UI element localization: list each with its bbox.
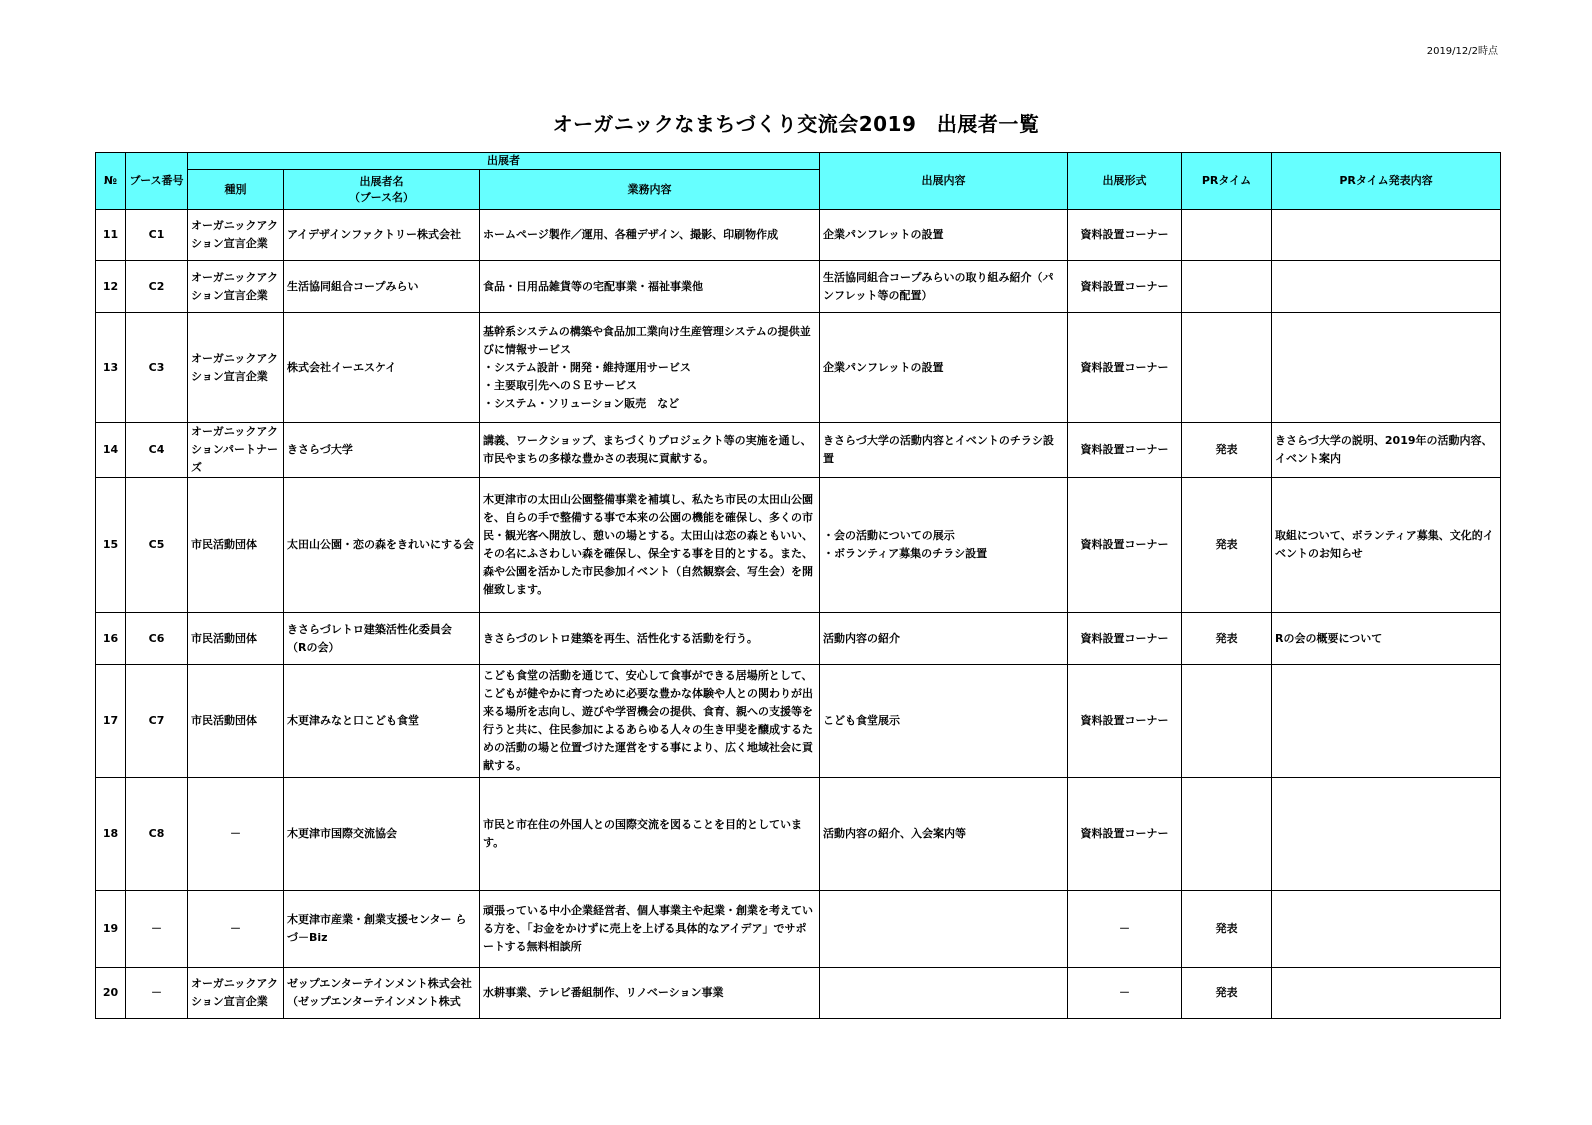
cell-pr-time	[1182, 313, 1272, 423]
cell-format: 資料設置コーナー	[1068, 313, 1182, 423]
cell-business: 基幹系システムの構築や食品加工業向け生産管理システムの提供並びに情報サービス ・システム設計・開発・維持運用サービス ・主要取引先へのＳＥサービス ・システム・ソリューション販売 など	[480, 313, 820, 423]
cell-business: 木更津市の太田山公園整備事業を補填し、私たち市民の太田山公園を、自らの手で整備する事で本来の公園の機能を確保し、多くの市民・観光客へ開放し、憩いの場とする。太田山は恋の森ともいい、その名にふさわしい森を確保し、保全する事を目的とする。また、森や公園を活かした市民参加イベント（自然観察会、写生会）を開催致します。	[480, 478, 820, 613]
table-row	[96, 778, 1501, 891]
header-business: 業務内容	[480, 170, 820, 210]
as-of-date: 2019/12/2時点	[1426, 46, 1498, 57]
table-row	[96, 478, 1501, 613]
cell-no: 14	[96, 423, 126, 478]
cell-exhibitor-name: 木更津市国際交流協会	[284, 778, 480, 891]
exhibitor-table	[95, 152, 1501, 1019]
cell-type: オーガニックアクション宣言企業	[188, 210, 284, 261]
cell-no: 18	[96, 778, 126, 891]
cell-booth-no: C7	[126, 665, 188, 778]
header-pr-time: PRタイム	[1182, 153, 1272, 210]
cell-booth-no: C4	[126, 423, 188, 478]
cell-content: ・会の活動についての展示 ・ボランティア募集のチラシ設置	[820, 478, 1068, 613]
cell-type: オーガニックアクション宣言企業	[188, 261, 284, 313]
cell-booth-no: －	[126, 968, 188, 1019]
cell-pr-content: 取組について、ボランティア募集、文化的イベントのお知らせ	[1272, 478, 1501, 613]
cell-exhibitor-name: ゼップエンターテインメント株式会社 （ゼップエンターテインメント株式	[284, 968, 480, 1019]
cell-content: 生活協同組合コープみらいの取り組み紹介（パンフレット等の配置）	[820, 261, 1068, 313]
cell-content: 企業パンフレットの設置	[820, 313, 1068, 423]
cell-exhibitor-name: 木更津市産業・創業支援センター らづ－Biz	[284, 891, 480, 968]
cell-pr-content	[1272, 210, 1501, 261]
table-row	[96, 665, 1501, 778]
cell-pr-content	[1272, 778, 1501, 891]
table-row	[96, 613, 1501, 665]
header-name: 出展者名 （ブース名）	[284, 170, 480, 210]
header-booth-no: ブース番号	[126, 153, 188, 210]
cell-booth-no: C2	[126, 261, 188, 313]
cell-content	[820, 891, 1068, 968]
cell-content	[820, 968, 1068, 1019]
cell-exhibitor-name: 生活協同組合コープみらい	[284, 261, 480, 313]
cell-business: 市民と市在住の外国人との国際交流を図ることを目的としています。	[480, 778, 820, 891]
cell-pr-time: 発表	[1182, 891, 1272, 968]
cell-content: 活動内容の紹介、入会案内等	[820, 778, 1068, 891]
table-row	[96, 891, 1501, 968]
table-row	[96, 313, 1501, 423]
cell-pr-time	[1182, 665, 1272, 778]
cell-type: オーガニックアクション宣言企業	[188, 313, 284, 423]
cell-no: 15	[96, 478, 126, 613]
header-no: №	[96, 153, 126, 210]
cell-format: －	[1068, 968, 1182, 1019]
cell-content: きさらづ大学の活動内容とイベントのチラシ設置	[820, 423, 1068, 478]
table-row	[96, 968, 1501, 1019]
cell-no: 19	[96, 891, 126, 968]
cell-type: オーガニックアクション宣言企業	[188, 968, 284, 1019]
cell-pr-content	[1272, 313, 1501, 423]
cell-type: －	[188, 778, 284, 891]
cell-content: 企業パンフレットの設置	[820, 210, 1068, 261]
cell-type: オーガニックアクションパートナーズ	[188, 423, 284, 478]
cell-business: きさらづのレトロ建築を再生、活性化する活動を行う。	[480, 613, 820, 665]
cell-format: 資料設置コーナー	[1068, 478, 1182, 613]
cell-pr-content: Rの会の概要について	[1272, 613, 1501, 665]
cell-format: 資料設置コーナー	[1068, 778, 1182, 891]
cell-no: 11	[96, 210, 126, 261]
cell-format: 資料設置コーナー	[1068, 423, 1182, 478]
cell-pr-content	[1272, 261, 1501, 313]
cell-booth-no: －	[126, 891, 188, 968]
header-content: 出展内容	[820, 153, 1068, 210]
cell-type: 市民活動団体	[188, 478, 284, 613]
cell-format: 資料設置コーナー	[1068, 613, 1182, 665]
cell-booth-no: C8	[126, 778, 188, 891]
header-exhibitor-group: 出展者	[188, 153, 820, 170]
cell-format: －	[1068, 891, 1182, 968]
cell-exhibitor-name: 木更津みなと口こども食堂	[284, 665, 480, 778]
cell-booth-no: C5	[126, 478, 188, 613]
cell-no: 16	[96, 613, 126, 665]
cell-no: 13	[96, 313, 126, 423]
cell-business: ホームページ製作／運用、各種デザイン、撮影、印刷物作成	[480, 210, 820, 261]
header-pr-content: PRタイム発表内容	[1272, 153, 1501, 210]
cell-business: 食品・日用品雑貨等の宅配事業・福祉事業他	[480, 261, 820, 313]
cell-business: 講義、ワークショップ、まちづくりプロジェクト等の実施を通し、市民やまちの多様な豊かさの表現に貢献する。	[480, 423, 820, 478]
cell-exhibitor-name: 太田山公園・恋の森をきれいにする会	[284, 478, 480, 613]
cell-no: 17	[96, 665, 126, 778]
cell-exhibitor-name: きさらづレトロ建築活性化委員会 （Rの会）	[284, 613, 480, 665]
cell-exhibitor-name: きさらづ大学	[284, 423, 480, 478]
cell-business: 頑張っている中小企業経営者、個人事業主や起業・創業を考えている方を、「お金をかけずに売上を上げる具体的なアイデア」でサポートする無料相談所	[480, 891, 820, 968]
cell-type: －	[188, 891, 284, 968]
cell-booth-no: C6	[126, 613, 188, 665]
cell-business: 水耕事業、テレビ番組制作、リノベーション事業	[480, 968, 820, 1019]
cell-pr-time: 発表	[1182, 478, 1272, 613]
cell-pr-time	[1182, 778, 1272, 891]
cell-pr-time: 発表	[1182, 613, 1272, 665]
cell-pr-time: 発表	[1182, 968, 1272, 1019]
cell-content: こども食堂展示	[820, 665, 1068, 778]
cell-type: 市民活動団体	[188, 665, 284, 778]
cell-booth-no: C3	[126, 313, 188, 423]
cell-exhibitor-name: 株式会社イーエスケイ	[284, 313, 480, 423]
table-row	[96, 423, 1501, 478]
document-title: オーガニックなまちづくり交流会2019 出展者一覧	[552, 112, 1040, 136]
cell-pr-time: 発表	[1182, 423, 1272, 478]
cell-pr-content: きさらづ大学の説明、2019年の活動内容、イベント案内	[1272, 423, 1501, 478]
header-type: 種別	[188, 170, 284, 210]
cell-business: こども食堂の活動を通じて、安心して食事ができる居場所として、こどもが健やかに育つために必要な豊かな体験や人との関わりが出来る場所を志向し、遊びや学習機会の提供、食育、親への支援等を行うと共に、住民参加によるあらゆる人々の生き甲斐を醸成するための活動の場と位置づけた運営をする事により、広く地域社会に貢献する。	[480, 665, 820, 778]
cell-no: 12	[96, 261, 126, 313]
table-row	[96, 261, 1501, 313]
cell-type: 市民活動団体	[188, 613, 284, 665]
cell-pr-content	[1272, 665, 1501, 778]
cell-pr-content	[1272, 968, 1501, 1019]
cell-pr-content	[1272, 891, 1501, 968]
cell-no: 20	[96, 968, 126, 1019]
header-format: 出展形式	[1068, 153, 1182, 210]
cell-booth-no: C1	[126, 210, 188, 261]
cell-content: 活動内容の紹介	[820, 613, 1068, 665]
cell-pr-time	[1182, 210, 1272, 261]
cell-format: 資料設置コーナー	[1068, 261, 1182, 313]
cell-exhibitor-name: アイデザインファクトリー株式会社	[284, 210, 480, 261]
cell-pr-time	[1182, 261, 1272, 313]
table-row	[96, 210, 1501, 261]
cell-format: 資料設置コーナー	[1068, 665, 1182, 778]
cell-format: 資料設置コーナー	[1068, 210, 1182, 261]
